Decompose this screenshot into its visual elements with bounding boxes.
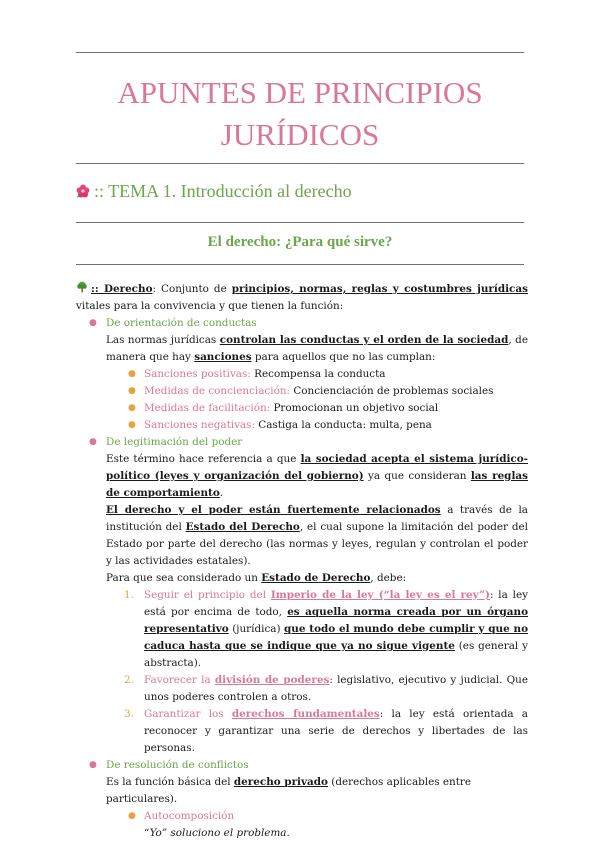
subtitle: El derecho: ¿Para qué sirve? bbox=[207, 234, 393, 250]
text-run: Garantizar los bbox=[144, 708, 232, 720]
function-label: De orientación de conductas bbox=[106, 317, 257, 329]
top-rule bbox=[76, 52, 524, 53]
text-run: , debe: bbox=[370, 572, 407, 584]
definition-term: :: Derecho bbox=[91, 283, 153, 295]
text-run: : la ley está orientada a reconocer y garantizar una serie de derechos y libertades de las personas. bbox=[144, 708, 528, 754]
hibiscus-flower-icon bbox=[76, 184, 90, 198]
text-run: Estado del Derecho bbox=[185, 521, 300, 533]
text-run: Para que sea considerado un bbox=[106, 572, 262, 584]
definition-highlight: principios, normas, reglas y costumbres jurídicas bbox=[231, 283, 528, 295]
definition-text-end: vitales para la convivencia y que tienen la función: bbox=[76, 300, 344, 312]
text-run: ya que consideran bbox=[363, 470, 471, 482]
text-run: (jurídica) bbox=[228, 623, 285, 635]
tree-icon bbox=[76, 281, 88, 293]
text-run: es aquella norma creada por un órgano representativo bbox=[144, 606, 528, 635]
function-label: De legitimación del poder bbox=[106, 436, 243, 448]
text-run: Concienciación de problemas sociales bbox=[290, 385, 494, 397]
sancion-item bbox=[76, 383, 528, 400]
bullet-icon: ● bbox=[89, 318, 97, 328]
legitimacion-text-2 bbox=[76, 502, 528, 570]
text-run: “Yo” soluciono el problema. bbox=[144, 827, 290, 839]
section-rule bbox=[76, 222, 524, 223]
bullet-icon: ● bbox=[128, 403, 136, 413]
text-run: derechos fundamentales bbox=[231, 708, 380, 720]
bullet-icon: ● bbox=[128, 811, 136, 821]
text-run: a través de la institución del bbox=[106, 504, 528, 533]
notes-body bbox=[76, 281, 528, 842]
section-heading-text: :: TEMA 1. Introducción al derecho bbox=[94, 181, 352, 201]
subtitle-rule bbox=[76, 264, 524, 265]
bullet-icon: ● bbox=[89, 437, 97, 447]
text-run: que todo el mundo debe cumplir y que no caduca hasta que se indique que ya no sigue vigente bbox=[144, 623, 528, 652]
text-run: para aquellos que no las cumplan: bbox=[251, 351, 436, 363]
text-run: las reglas de comportamiento bbox=[106, 470, 528, 499]
text-run: Promocionan un objetivo social bbox=[270, 402, 439, 414]
autocomposicion-item bbox=[76, 808, 528, 825]
text-run: 2. bbox=[124, 674, 134, 686]
text-run: Las normas jurídicas bbox=[106, 334, 220, 346]
text-run: Medidas de facilitación: bbox=[144, 402, 271, 414]
function-resolucion bbox=[76, 757, 528, 774]
text-run: Es la función básica del bbox=[106, 776, 234, 788]
bullet-icon: ● bbox=[128, 420, 136, 430]
function-label: De resolución de conflictos bbox=[106, 759, 249, 771]
definition-text: : Conjunto de bbox=[152, 283, 232, 295]
text-run: la sociedad acepta el sistema jurídico-político (leyes y organización del gobierno) bbox=[106, 453, 528, 482]
requirement-item bbox=[76, 706, 528, 757]
text-run: , el cual supone la limitación del poder del Estado por parte del derecho (las normas y leyes, regulan y controlan el poder y las actividades estatales). bbox=[106, 521, 528, 567]
text-run: Recompensa la conducta bbox=[250, 368, 386, 380]
text-run: Autocomposición bbox=[144, 810, 235, 822]
requirement-item bbox=[76, 587, 528, 672]
text-run: . bbox=[219, 487, 224, 499]
function-legitimacion bbox=[76, 434, 528, 451]
text-run: Sanciones positivas: bbox=[144, 368, 251, 380]
sancion-item bbox=[76, 400, 528, 417]
bullet-icon: ● bbox=[128, 369, 136, 379]
title-rule bbox=[76, 163, 524, 164]
sancion-item bbox=[76, 366, 528, 383]
text-run: división de poderes bbox=[214, 674, 330, 686]
orientacion-text bbox=[76, 332, 528, 366]
page-title: APUNTES DE PRINCIPIOS JURÍDICOS bbox=[117, 75, 483, 152]
autocomposicion-quote bbox=[76, 825, 528, 842]
text-run: (es general y abstracta). bbox=[144, 640, 528, 669]
text-run: 1. bbox=[124, 589, 134, 601]
text-run: Estado de Derecho bbox=[261, 572, 371, 584]
resolucion-text bbox=[76, 774, 528, 808]
text-run: El derecho y el poder están fuertemente relacionados bbox=[106, 504, 441, 516]
bullet-icon: ● bbox=[128, 386, 136, 396]
sancion-item bbox=[76, 417, 528, 434]
text-run: Seguir el principio del bbox=[144, 589, 271, 601]
legitimacion-text bbox=[76, 451, 528, 502]
text-run: Medidas de concienciación: bbox=[144, 385, 291, 397]
text-run: 3. bbox=[124, 708, 134, 720]
function-orientacion bbox=[76, 315, 528, 332]
text-run: Sanciones negativas: bbox=[144, 419, 255, 431]
text-run: Favorecer la bbox=[144, 674, 215, 686]
text-run: (derechos aplicables entre particulares). bbox=[106, 776, 472, 805]
section-heading bbox=[76, 181, 352, 202]
text-run: : legislativo, ejecutivo y judicial. Que unos poderes controlen a otros. bbox=[144, 674, 528, 703]
definition bbox=[76, 281, 528, 315]
text-run: : la ley está por encima de todo, bbox=[144, 589, 528, 618]
legitimacion-text-3 bbox=[76, 570, 528, 587]
text-run: derecho privado bbox=[233, 776, 328, 788]
requirement-item bbox=[76, 672, 528, 706]
text-run: Imperio de la ley (“la ley es el rey”) bbox=[270, 589, 490, 601]
text-run: controlan las conductas y el orden de la sociedad bbox=[219, 334, 509, 346]
text-run: , de manera que hay bbox=[106, 334, 528, 363]
text-run: Castiga la conducta: multa, pena bbox=[254, 419, 432, 431]
text-run: sanciones bbox=[194, 351, 252, 363]
text-run: Este término hace referencia a que bbox=[106, 453, 301, 465]
bullet-icon: ● bbox=[89, 760, 97, 770]
